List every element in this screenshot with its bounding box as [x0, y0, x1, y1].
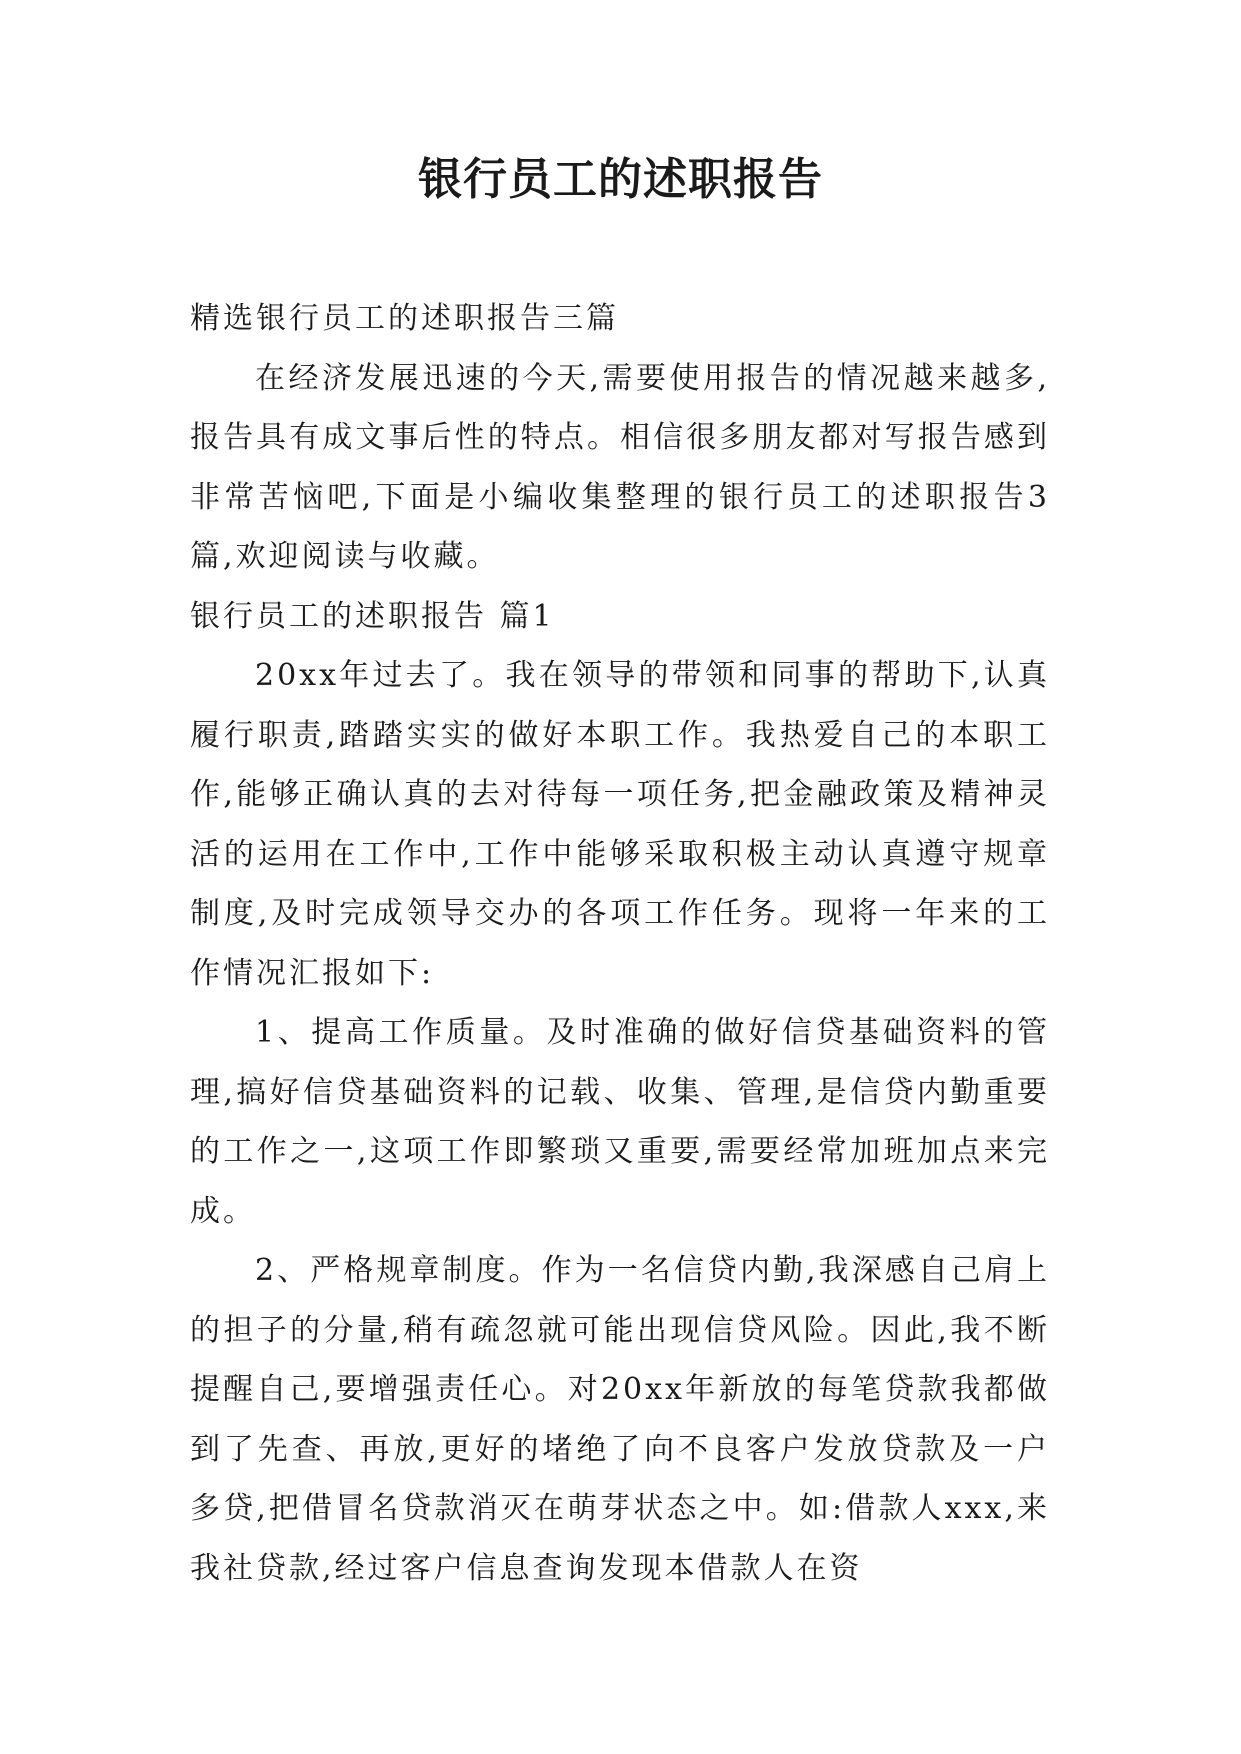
body-paragraph: 20xx年过去了。我在领导的带领和同事的帮助下,认真履行职责,踏踏实实的做好本职工作。我热爱自己的本职工作,能够正确认真的去对待每一项任务,把金融政策及精神灵活的运用在工作中,工作中能够采取积极主动认真遵守规章制度,及时完成领导交办的各项工作任务。现将一年来的工作情况汇报如下:: [190, 658, 1050, 991]
subtitle-line: 精选银行员工的述职报告三篇: [190, 301, 619, 336]
section-heading: 银行员工的述职报告 篇1: [190, 598, 555, 634]
document-title: 银行员工的述职报告: [418, 154, 823, 205]
intro-paragraph: 在经济发展迅速的今天,需要使用报告的情况越来越多,报告具有成文事后性的特点。相信很多朋友都对写报告感到非常苦恼吧,下面是小编收集整理的银行员工的述职报告3篇,欢迎阅读与收藏。: [190, 360, 1050, 574]
document-body: [190, 289, 1050, 1598]
body-paragraph: 1、提高工作质量。及时准确的做好信贷基础资料的管理,搞好信贷基础资料的记载、收集、管理,是信贷内勤重要的工作之一,这项工作即繁琐又重要,需要经常加班加点来完成。: [190, 1015, 1050, 1229]
body-paragraph: 2、严格规章制度。作为一名信贷内勤,我深感自己肩上的担子的分量,稍有疏忽就可能出现信贷风险。因此,我不断提醒自己,要增强责任心。对20xx年新放的每笔贷款我都做到了先查、再放,更好的堵绝了向不良客户发放贷款及一户多贷,把借冒名贷款消灭在萌芽状态之中。如:借款人xxx,来我社贷款,经过客户信息查询发现本借款人在资: [190, 1253, 1050, 1586]
